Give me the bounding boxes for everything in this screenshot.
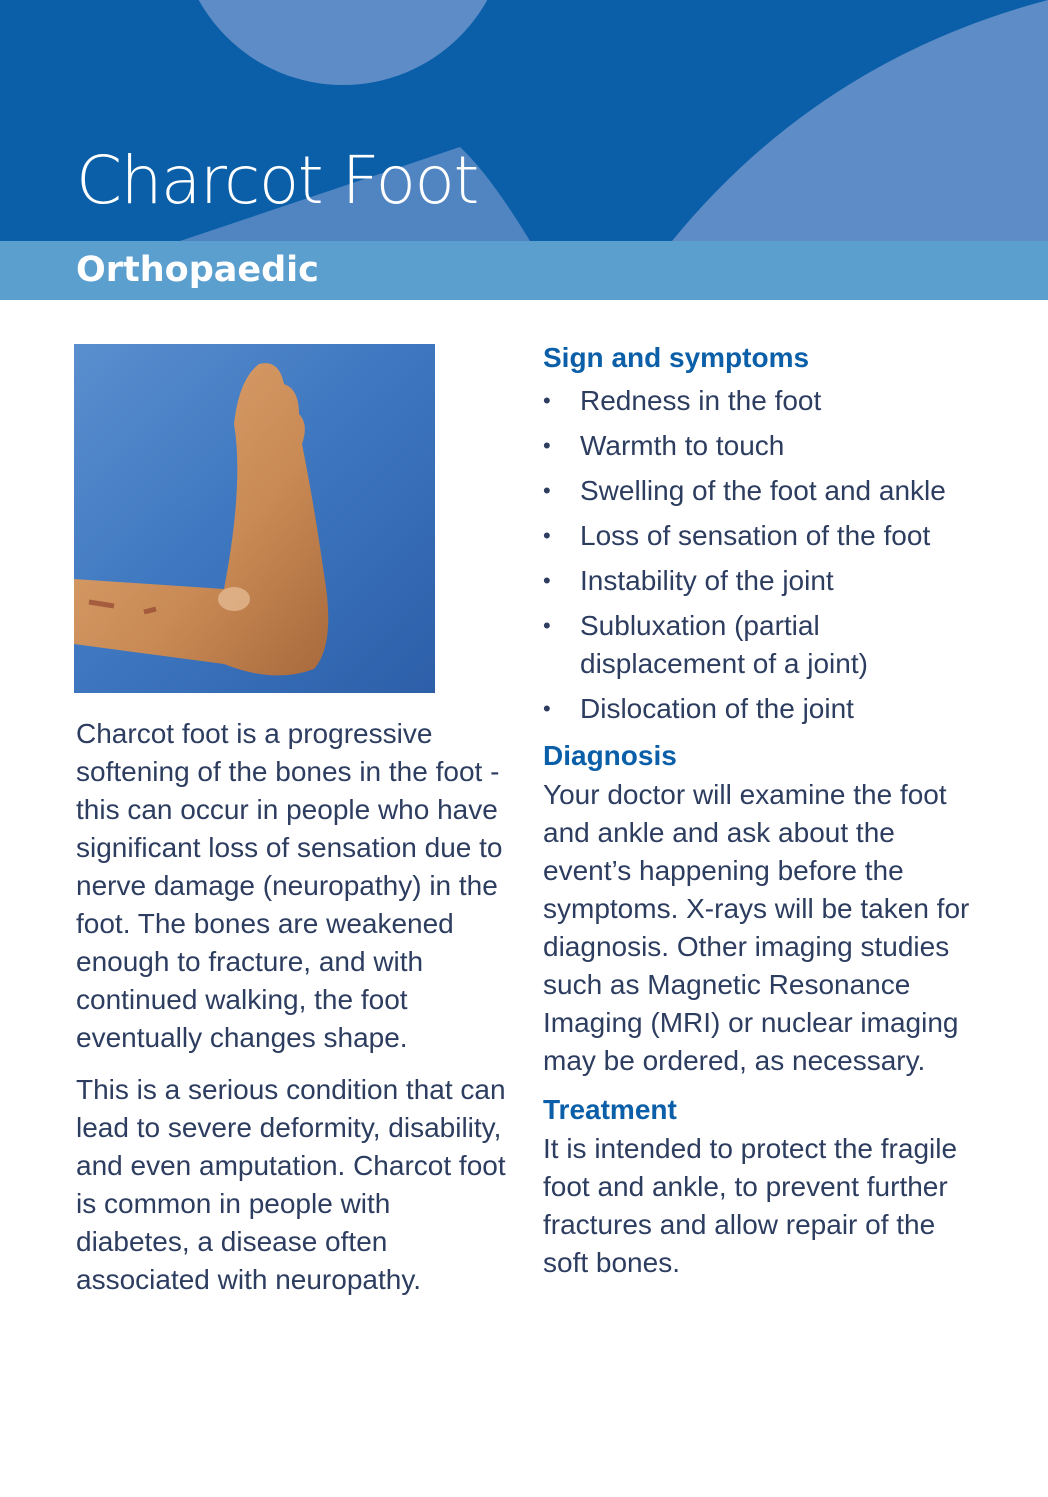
list-item: • Swelling of the foot and ankle — [543, 472, 983, 510]
list-item: • Redness in the foot — [543, 382, 983, 420]
department-subtitle: Orthopaedic — [76, 250, 319, 290]
list-item: • Warmth to touch — [543, 427, 983, 465]
info-column — [543, 338, 983, 1292]
decorative-circle — [178, 0, 508, 85]
diagnosis-heading: Diagnosis — [543, 740, 677, 771]
list-item: • Loss of sensation of the foot — [543, 517, 983, 555]
foot-photo — [74, 344, 435, 693]
list-item: • Instability of the joint — [543, 562, 983, 600]
intro-paragraph-1: Charcot foot is a progressive softening of the bones in the foot - this can occur in people who have significant loss of sensation due to nerve damage (neuropathy) in the foot. The bones are weakened enough to fracture, and with continued walking, the foot eventually changes shape. — [76, 718, 503, 1053]
treatment-heading: Treatment — [543, 1094, 677, 1125]
signs-heading: Sign and symptoms — [543, 342, 810, 373]
intro-text — [76, 715, 506, 1313]
treatment-text: It is intended to protect the fragile foot and ankle, to prevent further fractures and allow repair of the soft bones. — [543, 1133, 958, 1278]
signs-list — [543, 382, 983, 728]
page-title: Charcot Foot — [76, 142, 478, 219]
intro-paragraph-2: This is a serious condition that can lead to severe deformity, disability, and even amputation. Charcot foot is common in people with diabetes, a disease often associated with neuropathy. — [76, 1074, 506, 1295]
list-item: • Dislocation of the joint — [543, 690, 983, 728]
diagnosis-text: Your doctor will examine the foot and ankle and ask about the event’s happening before the symptoms. X-rays will be taken for diagnosis. Other imaging studies such as Magnetic Resonance Imaging (MRI) or nuclear imaging may be ordered, as necessary. — [543, 779, 970, 1076]
decorative-swoosh — [672, 0, 1048, 241]
header-banner — [0, 0, 1048, 241]
list-item: • Subluxation (partial displacement of a joint) — [543, 607, 983, 683]
